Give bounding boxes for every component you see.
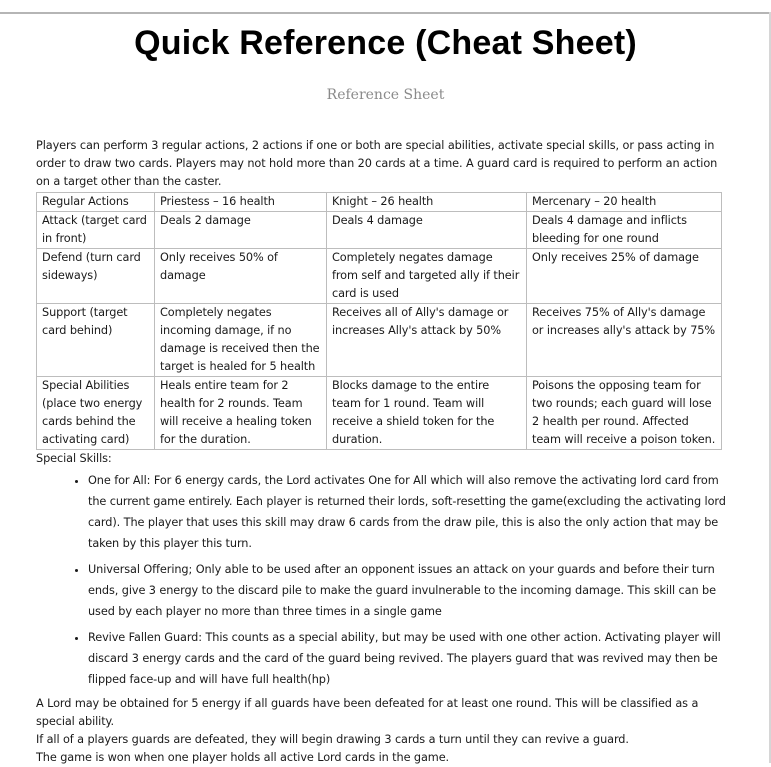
page-subtitle: Reference Sheet xyxy=(326,87,445,103)
table-cell: Support (target card behind) xyxy=(37,304,155,377)
table-cell: Heals entire team for 2 health for 2 rounds. Team will receive a healing token for the duration. xyxy=(155,377,327,450)
table-cell: Only receives 50% of damage xyxy=(155,249,327,304)
actions-table xyxy=(36,192,722,450)
table-cell: Completely negates damage from self and targeted ally if their card is used xyxy=(327,249,527,304)
intro-paragraph: Players can perform 3 regular actions, 2 actions if one or both are special abilities, activate special skills, or pass acting in order to draw two cards. Players may not hold more than 20 cards at a time. A guard card is required to perform an action on a target other than the caster. xyxy=(36,139,718,188)
table-cell: Poisons the opposing team for two rounds; each guard will lose 2 health per round. Affected team will receive a poison token. xyxy=(527,377,722,450)
list-item: • Universal Offering; Only able to be used after an opponent issues an attack on your guards and before their turn ends, give 3 energy to the discard pile to make the guard invulnerable to the incoming damage. This skill can be used by each player no more than three times in a single game xyxy=(88,559,726,622)
document-body xyxy=(36,137,726,767)
table-header-cell: Priestess – 16 health xyxy=(155,193,327,212)
table-header-cell: Regular Actions xyxy=(37,193,155,212)
table-cell: Special Abilities (place two energy cards behind the activating card) xyxy=(37,377,155,450)
page-top-border xyxy=(0,12,771,14)
table-row xyxy=(37,377,722,450)
table-header-cell: Knight – 26 health xyxy=(327,193,527,212)
table-cell: Defend (turn card sideways) xyxy=(37,249,155,304)
table-cell: Deals 2 damage xyxy=(155,212,327,249)
table-cell: Blocks damage to the entire team for 1 round. Team will receive a shield token for the duration. xyxy=(327,377,527,450)
note-paragraph: If all of a players guards are defeated, they will begin drawing 3 cards a turn until they can revive a guard. xyxy=(36,733,629,746)
table-cell: Attack (target card in front) xyxy=(37,212,155,249)
table-cell: Receives all of Ally's damage or increases Ally's attack by 50% xyxy=(327,304,527,377)
special-skills-list xyxy=(36,470,726,690)
table-cell: Completely negates incoming damage, if no damage is received then the target is healed for 5 health xyxy=(155,304,327,377)
table-cell: Deals 4 damage and inflicts bleeding for one round xyxy=(527,212,722,249)
note-paragraph: A Lord may be obtained for 5 energy if all guards have been defeated for at least one round. This will be classified as a special ability. xyxy=(36,697,699,728)
table-cell: Receives 75% of Ally's damage or increases ally's attack by 75% xyxy=(527,304,722,377)
table-row xyxy=(37,249,722,304)
table-row xyxy=(37,212,722,249)
table-cell: Only receives 25% of damage xyxy=(527,249,722,304)
list-item: • One for All: For 6 energy cards, the Lord activates One for All which will also remove the activating lord card from the current game entirely. Each player is returned their lords, soft-resetting the game(excluding the activating lord card). The player that uses this skill may draw 6 cards from the draw pile, this is also the only action that may be taken by this player this turn. xyxy=(88,470,726,554)
table-header-row xyxy=(37,193,722,212)
special-skills-label: Special Skills: xyxy=(36,452,112,465)
page-title: Quick Reference (Cheat Sheet) xyxy=(134,24,637,62)
table-row xyxy=(37,304,722,377)
list-item: • Revive Fallen Guard: This counts as a special ability, but may be used with one other action. Activating player will discard 3 energy cards and the card of the guard being revived. The players guard that was revived may then be flipped face-up and will have full health(hp) xyxy=(88,627,726,690)
table-cell: Deals 4 damage xyxy=(327,212,527,249)
table-header-cell: Mercenary – 20 health xyxy=(527,193,722,212)
note-paragraph: The game is won when one player holds all active Lord cards in the game. xyxy=(36,751,450,764)
